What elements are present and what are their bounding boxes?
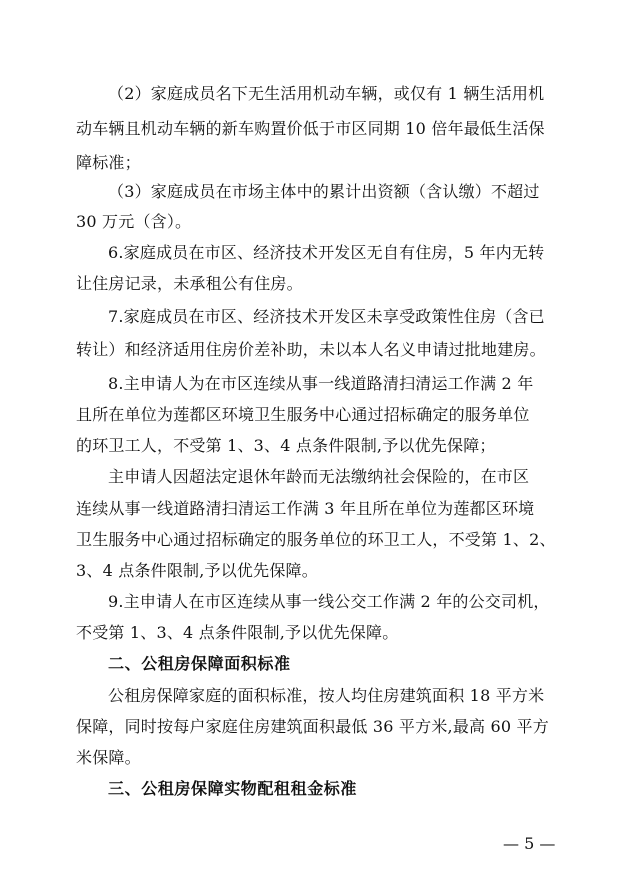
text-line: 7.家庭成员在市区、经济技术开发区未享受政策性住房（含已 [108,307,545,326]
text-line: 9.主申请人在市区连续从事一线公交工作满 2 年的公交司机， [108,592,550,611]
text-line: （3）家庭成员在市场主体中的累计出资额（含认缴）不超过 [108,182,540,201]
text-line: 的环卫工人，不受第 1、3、4 点条件限制,予以优先保障； [76,436,496,455]
page-number: — 5 — [503,834,556,853]
text-line: 公租房保障家庭的面积标准，按人均住房建筑面积 18 平方米 [108,686,545,705]
text-line: 卫生服务中心通过招标确定的服务单位的环卫工人，不受第 1、2、 [76,530,556,549]
section-heading: 三、公租房保障实物配租租金标准 [108,779,358,798]
text-line: 障标准； [76,153,141,172]
text-line: 保障，同时按每户家庭住房建筑面积最低 36 平方米,最高 60 平方 [76,717,549,736]
text-line: 连续从事一线道路清扫清运工作满 3 年且所在单位为莲都区环境 [76,499,535,518]
text-line: 6.家庭成员在市区、经济技术开发区无自有住房，5 年内无转 [108,243,545,262]
text-line: 且所在单位为莲都区环境卫生服务中心通过招标确定的服务单位 [76,405,530,424]
section-heading: 二、公租房保障面积标准 [108,654,291,673]
text-line: 动车辆且机动车辆的新车购置价低于市区同期 10 倍年最低生活保 [76,119,545,138]
text-line: 8.主申请人为在市区连续从事一线道路清扫清运工作满 2 年 [108,374,534,393]
text-line: 不受第 1、3、4 点条件限制,予以优先保障。 [76,623,399,642]
text-line: 米保障。 [76,748,141,767]
text-line: 30 万元（含）。 [76,212,192,231]
text-line: （2）家庭成员名下无生活用机动车辆，或仅有 1 辆生活用机 [108,84,545,103]
text-line: 转让）和经济适用住房价差补助，未以本人名义申请过批地建房。 [76,340,546,359]
text-line: 让住房记录，未承租公有住房。 [76,274,303,293]
text-line: 主申请人因超法定退休年龄而无法缴纳社会保险的，在市区 [108,467,530,486]
text-line: 3、4 点条件限制,予以优先保障。 [76,561,318,580]
